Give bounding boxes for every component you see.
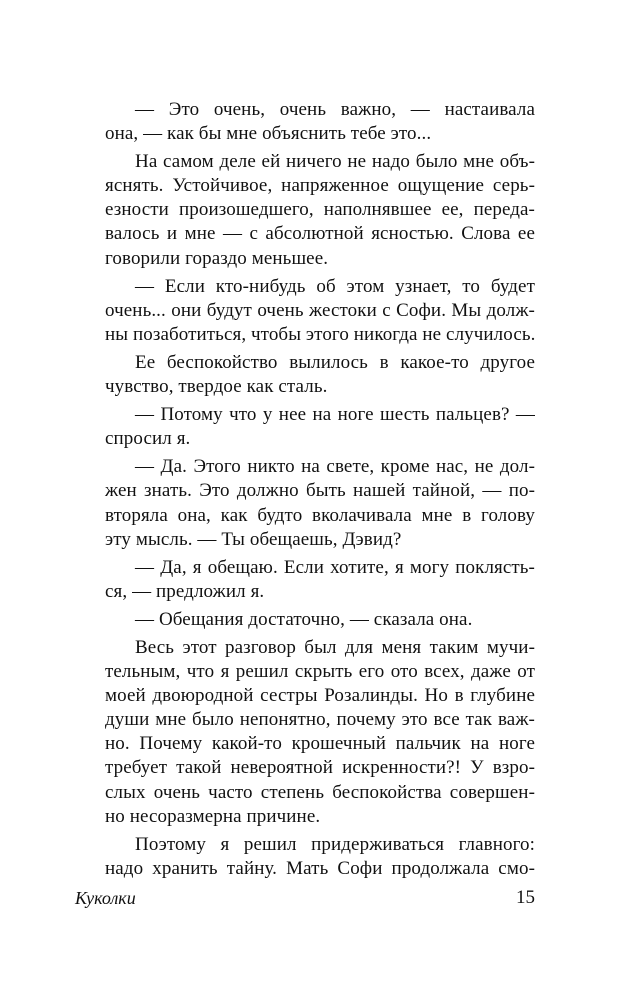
text-line: яснять. Устойчивое, напряженное ощущение серь- <box>105 175 535 197</box>
text-line: Весь этот разговор был для меня таким мучи- <box>135 636 535 658</box>
text-line: — Если кто-нибудь об этом узнает, то будет <box>135 275 535 297</box>
text-line: Ее беспокойство вылилось в какое-то другое <box>135 351 535 373</box>
paragraph <box>75 636 535 829</box>
text-line: вторяла она, как будто вколачивала мне в голову <box>105 504 535 526</box>
text-line: но несоразмерна причине. <box>105 805 321 827</box>
paragraph <box>75 455 535 551</box>
text-line: — Обещания достаточно, — сказала она. <box>135 608 473 630</box>
text-line: ны позаботиться, чтобы этого никогда не случилось. <box>105 323 535 345</box>
text-line: ся, — предложил я. <box>105 580 265 602</box>
text-line: — Это очень, очень важно, — настаивала <box>135 99 535 120</box>
text-line: спросил я. <box>105 428 191 450</box>
text-line: моей двоюродной сестры Розалинды. Но в глубине <box>105 685 535 707</box>
paragraph <box>75 833 535 881</box>
text-line: — Потому что у нее на ноге шесть пальцев? — <box>135 404 535 426</box>
paragraph <box>75 556 535 604</box>
text-line: говорили гораздо меньшее. <box>105 247 329 269</box>
body-text <box>75 98 535 881</box>
paragraph <box>75 351 535 399</box>
text-line: эту мысль. — Ты обещаешь, Дэвид? <box>105 528 402 550</box>
text-line: — Да. Этого никто на свете, кроме нас, не дол- <box>135 456 535 478</box>
text-line: езности произошедшего, наполнявшее ее, переда- <box>105 199 535 221</box>
text-line: чувство, твердое как сталь. <box>105 376 328 398</box>
paragraph <box>75 150 535 270</box>
text-line: но. Почему какой-то крошечный пальчик на ноге <box>105 733 535 755</box>
text-line: валось и мне — с абсолютной ясностью. Слова ее <box>105 223 535 245</box>
text-line: требует такой невероятной искренности?! У взро- <box>105 757 535 779</box>
text-line: жен знать. Это должно быть нашей тайной, — по- <box>105 480 535 502</box>
text-line: надо хранить тайну. Мать Софи продолжала смо- <box>105 857 535 879</box>
text-line: слых очень часто степень беспокойства совершен- <box>105 781 535 803</box>
text-line: души мне было непонятно, почему это все так важ- <box>105 709 535 731</box>
text-line: На самом деле ей ничего не надо было мне объ- <box>135 151 535 173</box>
text-line: она, — как бы мне объяснить тебе это... <box>105 123 432 145</box>
text-line: — Да, я обещаю. Если хотите, я могу поклясть- <box>135 556 535 578</box>
paragraph <box>75 403 535 451</box>
paragraph <box>75 98 535 146</box>
paragraph <box>75 275 535 347</box>
text-line: Поэтому я решил придерживаться главного: <box>135 833 535 855</box>
text-line: очень... они будут очень жестоки с Софи. Мы долж- <box>105 299 535 321</box>
text-line: тельным, что я решил скрыть его ото всех, даже от <box>105 661 535 683</box>
running-footer-title: Куколки <box>75 888 136 908</box>
page-number: 15 <box>516 887 535 908</box>
paragraph <box>75 608 535 632</box>
